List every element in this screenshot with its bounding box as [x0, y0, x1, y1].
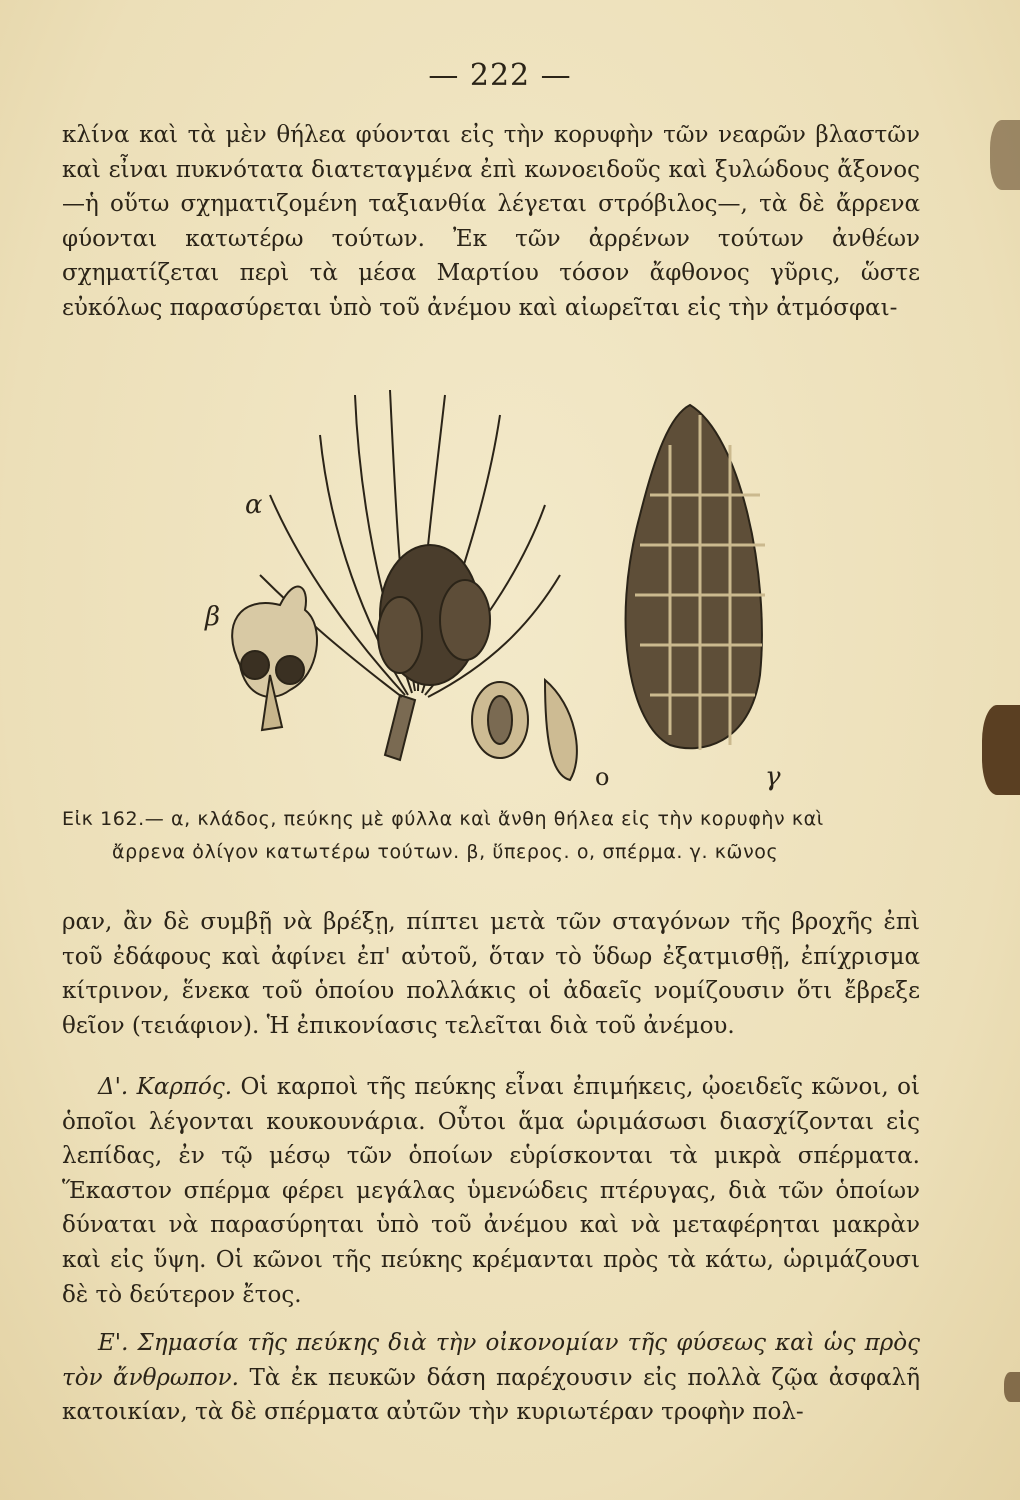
- paragraph-2: ραν, ἂν δὲ συμβῇ νὰ βρέξῃ, πίπτει μετὰ τῶν σταγόνων τῆς βροχῆς ἐπὶ τοῦ ἐδάφους καὶ ἀφίνει ἐπ' αὐτοῦ, ὅταν τὸ ὕδωρ ἐξατμισθῇ, ἐπίχρισμα κίτρινον, ἕνεκα τοῦ ὁποίου πολλάκις οἱ ἀδαεῖς νομίζουσιν ὅτι ἔβρεξε θεῖον (τειάφιον). Ἡ ἐπικονίασις τελεῖται διὰ τοῦ ἀνέμου.: [62, 909, 920, 1039]
- page-edge-damage: [990, 120, 1020, 190]
- figure-label-b: β: [205, 602, 221, 632]
- paragraph-4: [62, 1326, 920, 1430]
- seed-drawing: [472, 680, 577, 780]
- figure-162: [200, 375, 800, 795]
- caption-line-2: ἄρρενα ὀλίγον κατωτέρω τούτων. β, ὕπερος. ο, σπέρμα. γ. κῶνος: [112, 841, 779, 863]
- section-heading-e: Ε'. Σημασία τῆς πεύκης διὰ τὴν οἰκονομίαν τῆς φύσεως καὶ ὡς πρὸς τὸν ἄνθρωπον.: [62, 1330, 920, 1391]
- figure-label-a: α: [245, 490, 263, 520]
- paragraph-3: [62, 1070, 920, 1312]
- caption-line-1: Εἰκ 162.— α, κλάδος, πεύκης μὲ φύλλα καὶ ἄνθη θήλεα εἰς τὴν κορυφὴν καὶ: [62, 808, 824, 830]
- paragraph-4-text: Τὰ ἐκ πευκῶν δάση παρέχουσιν εἰς πολλὰ ζῷα ἀσφαλῆ κατοικίαν, τὰ δὲ σπέρματα αὐτῶν τὴν κυριωτέραν τροφὴν πολ-: [62, 1364, 920, 1426]
- pine-illustration: [200, 375, 800, 795]
- figure-label-o: ο: [595, 763, 610, 791]
- paragraph-1: κλίνα καὶ τὰ μὲν θήλεα φύονται εἰς τὴν κορυφὴν τῶν νεαρῶν βλαστῶν καὶ εἶναι πυκνότατα διατεταγμένα ἐπὶ κωνοειδοῦς καὶ ξυλώδους ἄξονος—ἡ οὕτω σχηματιζομένη ταξιανθία λέγεται στρόβιλος—, τὰ δὲ ἄρρενα φύονται κατωτέρω τούτων. Ἐκ τῶν ἀρρένων τούτων ἀνθέων σχηματίζεται περὶ τὰ μέσα Μαρτίου τόσον ἄφθονος γῦρις, ὥστε εὐκόλως παρασύρεται ὑπὸ τοῦ ἀνέμου καὶ αἰωρεῖται εἰς τὴν ἀτμόσφαι-: [62, 122, 920, 321]
- page-edge-damage: [1004, 1372, 1020, 1402]
- page-number: — 222 —: [428, 58, 572, 93]
- pine-cone-drawing: [626, 405, 765, 750]
- section-heading-d: Δ'. Καρπός.: [98, 1074, 233, 1100]
- figure-caption: [62, 803, 932, 869]
- figure-label-g: γ: [765, 762, 781, 792]
- paragraph-3-text: Οἱ καρποὶ τῆς πεύκης εἶναι ἐπιμήκεις, ᾠοειδεῖς κῶνοι, οἱ ὁποῖοι λέγονται κουκουνάρια. Οὗτοι ἅμα ὡριμάσωσι διασχίζονται εἰς λεπίδας, ἐν τῷ μέσῳ τῶν ὁποίων εὑρίσκονται τὰ μικρὰ σπέρματα. Ἕκαστον σπέρμα φέρει μεγάλας ὑμενώδεις πτέρυγας, διὰ τῶν ὁποίων δύναται νὰ παρασύρηται ὑπὸ τοῦ ἀνέμου καὶ νὰ μεταφέρηται μακρὰν καὶ εἰς ὕψη. Οἱ κῶνοι τῆς πεύκης κρέμανται πρὸς τὰ κάτω, ὡριμάζουσι δὲ τὸ δεύτερον ἔτος.: [62, 1074, 920, 1308]
- pistil-drawing: [232, 586, 317, 730]
- page-edge-damage: [982, 705, 1020, 795]
